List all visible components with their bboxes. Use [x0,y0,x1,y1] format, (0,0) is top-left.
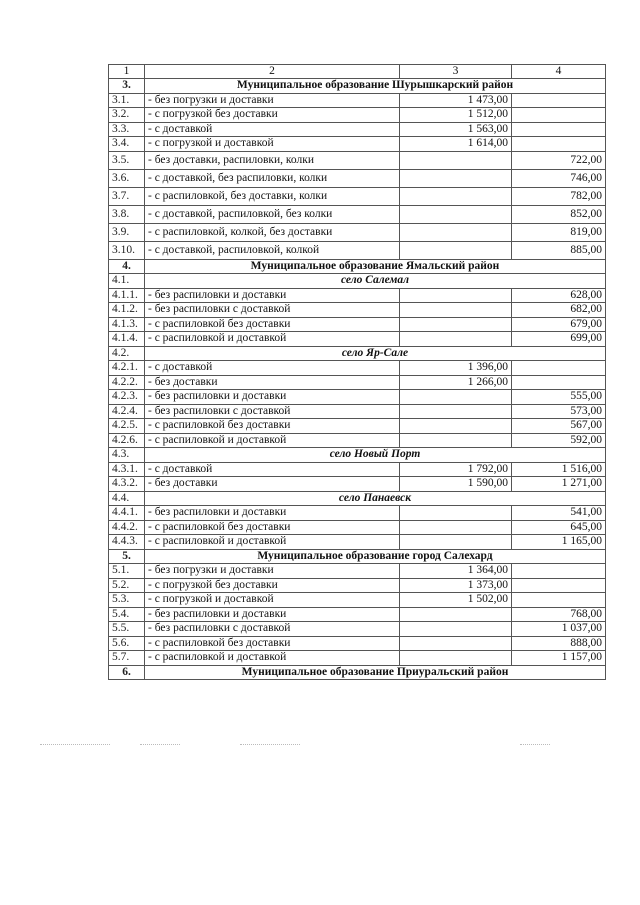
price-col3: 1 590,00 [400,477,512,492]
row-number: 3.5. [109,151,145,169]
price-col3 [400,622,512,637]
row-label: - с распиловкой, без доставки, колки [145,187,400,205]
row-label: - без распиловки с доставкой [145,303,400,318]
row-label: - без распиловки и доставки [145,607,400,622]
table-row [109,122,606,137]
header-cell: 1 [109,65,145,79]
header-cell: 3 [400,65,512,79]
row-number: 3.4. [109,137,145,152]
subsection-title: село Панаевск [145,491,606,506]
row-label: - с распиловкой без доставки [145,317,400,332]
price-col3 [400,607,512,622]
table-row [109,433,606,448]
price-col4: 746,00 [512,169,606,187]
price-col3 [400,520,512,535]
price-col3 [400,419,512,434]
section-row [109,79,606,94]
price-col4: 722,00 [512,151,606,169]
row-number: 5.3. [109,593,145,608]
price-col4: 679,00 [512,317,606,332]
section-row [109,665,606,680]
price-col4: 768,00 [512,607,606,622]
row-label: - с распиловкой без доставки [145,520,400,535]
price-col4: 782,00 [512,187,606,205]
price-col4: 592,00 [512,433,606,448]
row-label: - с распиловкой и доставкой [145,535,400,550]
scan-noise [40,744,110,746]
price-col4: 1 516,00 [512,462,606,477]
row-number: 3.3. [109,122,145,137]
price-col4: 555,00 [512,390,606,405]
header-cell: 4 [512,65,606,79]
subsection-title: село Салемал [145,274,606,289]
row-number: 4.2.3. [109,390,145,405]
row-label: - с распиловкой, колкой, без доставки [145,223,400,241]
row-number: 4.1.1. [109,288,145,303]
table-row [109,404,606,419]
row-number: 3.7. [109,187,145,205]
row-label: - без доставки [145,477,400,492]
table-row [109,241,606,259]
row-label: - с погрузкой и доставкой [145,137,400,152]
row-label: - с погрузкой и доставкой [145,593,400,608]
row-label: - с погрузкой без доставки [145,578,400,593]
row-number: 3.9. [109,223,145,241]
price-col3: 1 512,00 [400,108,512,123]
row-label: - с распиловкой без доставки [145,636,400,651]
price-table-body [109,65,606,680]
table-row [109,205,606,223]
row-number: 4.2.2. [109,375,145,390]
row-number: 5.7. [109,651,145,666]
table-row [109,506,606,521]
section-title: Муниципальное образование Ямальский район [145,259,606,274]
row-number: 4.2.1. [109,361,145,376]
price-table [108,64,606,680]
table-row [109,108,606,123]
row-number: 4.2.4. [109,404,145,419]
row-number: 3.6. [109,169,145,187]
section-title: Муниципальное образование Шурышкарский район [145,79,606,94]
price-col3 [400,404,512,419]
table-row [109,607,606,622]
row-number: 5.4. [109,607,145,622]
row-label: - с доставкой [145,361,400,376]
row-label: - без распиловки с доставкой [145,404,400,419]
price-col4 [512,375,606,390]
table-row [109,361,606,376]
price-col3 [400,169,512,187]
row-number: 4.1.2. [109,303,145,318]
price-col3 [400,288,512,303]
price-col4 [512,564,606,579]
table-row [109,288,606,303]
section-number: 4. [109,259,145,274]
price-col3: 1 364,00 [400,564,512,579]
table-row [109,151,606,169]
price-col3: 1 373,00 [400,578,512,593]
section-row [109,549,606,564]
row-label: - с доставкой [145,122,400,137]
row-number: 4.1.4. [109,332,145,347]
table-row [109,187,606,205]
table-row [109,593,606,608]
table-row [109,622,606,637]
price-col3 [400,151,512,169]
price-col3: 1 563,00 [400,122,512,137]
scan-noise [140,744,180,746]
section-row [109,259,606,274]
price-col3: 1 614,00 [400,137,512,152]
row-label: - с распиловкой без доставки [145,419,400,434]
row-number: 4.1.3. [109,317,145,332]
price-col4: 573,00 [512,404,606,419]
row-number: 4.3.2. [109,477,145,492]
price-col4: 628,00 [512,288,606,303]
price-col3 [400,332,512,347]
row-label: - с доставкой, распиловкой, без колки [145,205,400,223]
price-col3 [400,241,512,259]
table-row [109,390,606,405]
table-row [109,169,606,187]
row-number: 4.4.1. [109,506,145,521]
row-label: - с погрузкой без доставки [145,108,400,123]
price-col4: 1 037,00 [512,622,606,637]
row-number: 4.2.5. [109,419,145,434]
row-label: - без распиловки и доставки [145,506,400,521]
table-row [109,636,606,651]
price-col3 [400,187,512,205]
price-col4 [512,593,606,608]
section-number: 3. [109,79,145,94]
price-col3 [400,390,512,405]
row-label: - с доставкой, распиловкой, колкой [145,241,400,259]
price-col3: 1 473,00 [400,93,512,108]
table-row [109,419,606,434]
price-col3 [400,205,512,223]
price-col3: 1 266,00 [400,375,512,390]
table-row [109,303,606,318]
row-label: - с распиловкой и доставкой [145,651,400,666]
row-label: - с доставкой [145,462,400,477]
price-col4: 699,00 [512,332,606,347]
row-label: - с распиловкой и доставкой [145,433,400,448]
price-col4: 645,00 [512,520,606,535]
subsection-number: 4.1. [109,274,145,289]
price-col4: 567,00 [512,419,606,434]
row-number: 5.1. [109,564,145,579]
subsection-row [109,448,606,463]
price-col4: 541,00 [512,506,606,521]
row-number: 5.5. [109,622,145,637]
row-number: 3.2. [109,108,145,123]
subsection-number: 4.3. [109,448,145,463]
row-number: 4.3.1. [109,462,145,477]
subsection-number: 4.2. [109,346,145,361]
table-row [109,317,606,332]
subsection-row [109,346,606,361]
price-col3 [400,506,512,521]
table-row [109,477,606,492]
row-number: 5.2. [109,578,145,593]
table-row [109,651,606,666]
row-number: 4.4.3. [109,535,145,550]
table-row [109,332,606,347]
price-col4: 1 271,00 [512,477,606,492]
row-number: 4.4.2. [109,520,145,535]
subsection-title: село Новый Порт [145,448,606,463]
table-row [109,137,606,152]
price-col4 [512,578,606,593]
price-col3 [400,535,512,550]
row-label: - без погрузки и доставки [145,564,400,579]
price-col4: 888,00 [512,636,606,651]
row-label: - с распиловкой и доставкой [145,332,400,347]
price-col3 [400,651,512,666]
table-row [109,375,606,390]
row-label: - без распиловки и доставки [145,390,400,405]
price-col3: 1 792,00 [400,462,512,477]
price-col4: 682,00 [512,303,606,318]
section-number: 5. [109,549,145,564]
section-title: Муниципальное образование Приуральский район [145,665,606,680]
price-col4 [512,137,606,152]
row-label: - с доставкой, без распиловки, колки [145,169,400,187]
header-row [109,65,606,79]
row-number: 5.6. [109,636,145,651]
price-col3 [400,303,512,318]
subsection-title: село Яр-Сале [145,346,606,361]
row-number: 4.2.6. [109,433,145,448]
table-row [109,535,606,550]
row-label: - без доставки [145,375,400,390]
price-col3 [400,223,512,241]
price-col3 [400,433,512,448]
row-number: 3.8. [109,205,145,223]
price-col4 [512,361,606,376]
price-col4: 1 157,00 [512,651,606,666]
price-col3: 1 396,00 [400,361,512,376]
price-col4: 819,00 [512,223,606,241]
row-number: 3.1. [109,93,145,108]
row-label: - без распиловки с доставкой [145,622,400,637]
section-title: Муниципальное образование город Салехард [145,549,606,564]
price-col4: 852,00 [512,205,606,223]
table-row [109,462,606,477]
row-label: - без доставки, распиловки, колки [145,151,400,169]
section-number: 6. [109,665,145,680]
subsection-row [109,491,606,506]
price-col4: 885,00 [512,241,606,259]
price-col4 [512,93,606,108]
header-cell: 2 [145,65,400,79]
row-label: - без распиловки и доставки [145,288,400,303]
price-col4 [512,122,606,137]
price-col3 [400,636,512,651]
row-label: - без погрузки и доставки [145,93,400,108]
price-col4: 1 165,00 [512,535,606,550]
price-col3 [400,317,512,332]
table-row [109,564,606,579]
price-col4 [512,108,606,123]
row-number: 3.10. [109,241,145,259]
scan-noise [520,744,550,746]
price-col3: 1 502,00 [400,593,512,608]
table-row [109,93,606,108]
scan-noise [240,744,300,746]
table-row [109,520,606,535]
subsection-number: 4.4. [109,491,145,506]
subsection-row [109,274,606,289]
table-row [109,223,606,241]
table-row [109,578,606,593]
